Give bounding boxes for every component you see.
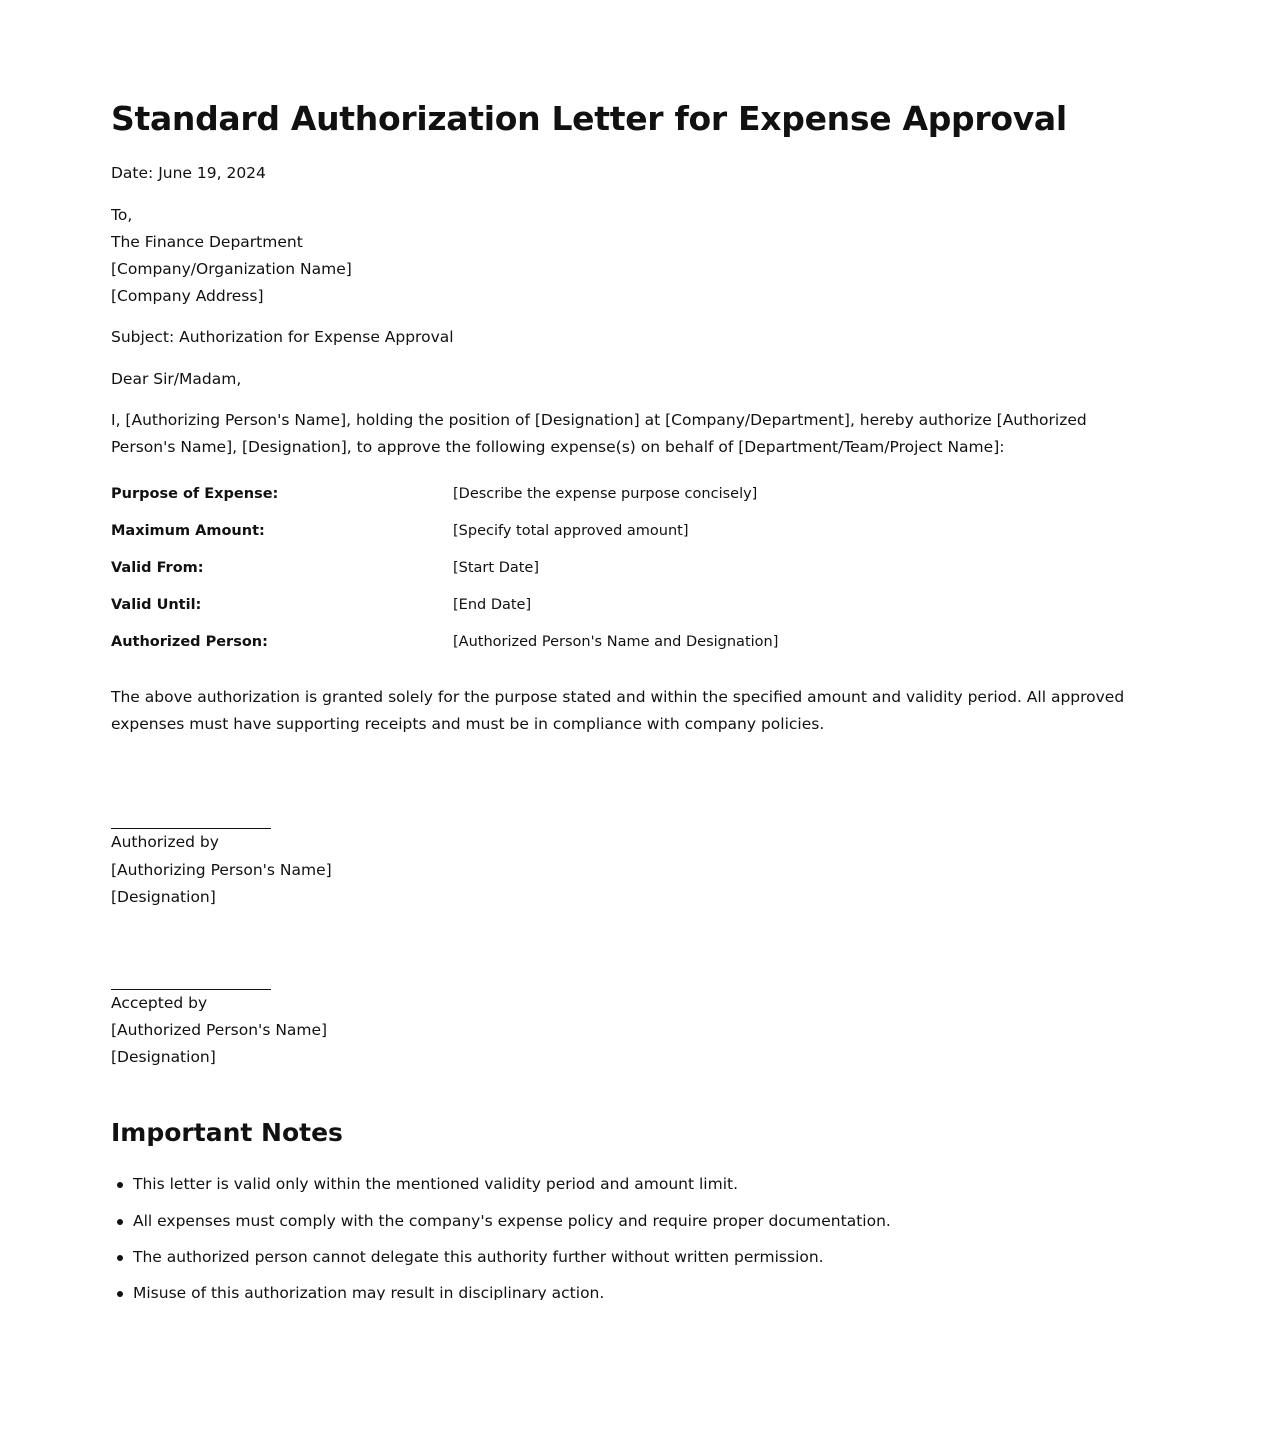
notes-heading: Important Notes <box>111 1118 343 1147</box>
recipient-to: To, <box>111 206 133 224</box>
recipient-company-address: [Company Address] <box>111 287 264 305</box>
bullet-icon <box>117 1182 123 1188</box>
detail-value: [Describe the expense purpose concisely] <box>453 486 758 502</box>
detail-label: Valid From: <box>111 560 204 576</box>
signature-designation: [Designation] <box>111 888 216 906</box>
bullet-icon <box>117 1255 123 1261</box>
bullet-icon <box>117 1291 123 1297</box>
signature-role: Authorized by <box>111 833 219 851</box>
letter-page <box>111 0 1151 1300</box>
intro-paragraph: I, [Authorizing Person's Name], holding the position of [Designation] at [Company/Department], hereby authorize [Authorized Person's Name], [Designation], to approve the following expense(s) on behalf of [Department/Team/Project Name]: <box>111 411 1087 456</box>
detail-label: Maximum Amount: <box>111 523 265 539</box>
detail-value: [Authorized Person's Name and Designation] <box>453 634 779 650</box>
signature-role: Accepted by <box>111 994 208 1012</box>
detail-value: [End Date] <box>453 597 532 613</box>
detail-label: Authorized Person: <box>111 634 268 650</box>
closing-paragraph: The above authorization is granted solely for the purpose stated and within the specified amount and validity period. All approved expenses must have supporting receipts and must be in compliance with company policies. <box>111 688 1125 733</box>
list-item <box>133 1282 604 1300</box>
detail-value: [Specify total approved amount] <box>453 523 689 539</box>
list-item <box>133 1246 824 1268</box>
recipient-department: The Finance Department <box>111 233 303 251</box>
detail-label: Valid Until: <box>111 597 202 613</box>
list-item <box>133 1173 738 1195</box>
letter-title: Standard Authorization Letter for Expense Approval <box>111 99 1067 138</box>
note-text: The authorized person cannot delegate this authority further without written permission. <box>133 1248 824 1266</box>
note-text: Misuse of this authorization may result in disciplinary action. <box>133 1284 605 1300</box>
letter-subject: Subject: Authorization for Expense Approval <box>111 328 454 346</box>
signature-name: [Authorizing Person's Name] <box>111 861 332 879</box>
signature-name: [Authorized Person's Name] <box>111 1021 328 1039</box>
note-text: All expenses must comply with the company's expense policy and require proper documentation. <box>133 1212 891 1230</box>
detail-label: Purpose of Expense: <box>111 486 279 502</box>
letter-date: Date: June 19, 2024 <box>111 164 266 182</box>
signature-designation: [Designation] <box>111 1048 216 1066</box>
bullet-icon <box>117 1219 123 1225</box>
list-item <box>133 1210 891 1232</box>
note-text: This letter is valid only within the mentioned validity period and amount limit. <box>133 1175 739 1193</box>
letter-salutation: Dear Sir/Madam, <box>111 370 242 388</box>
detail-value: [Start Date] <box>453 560 540 576</box>
recipient-company-name: [Company/Organization Name] <box>111 260 352 278</box>
